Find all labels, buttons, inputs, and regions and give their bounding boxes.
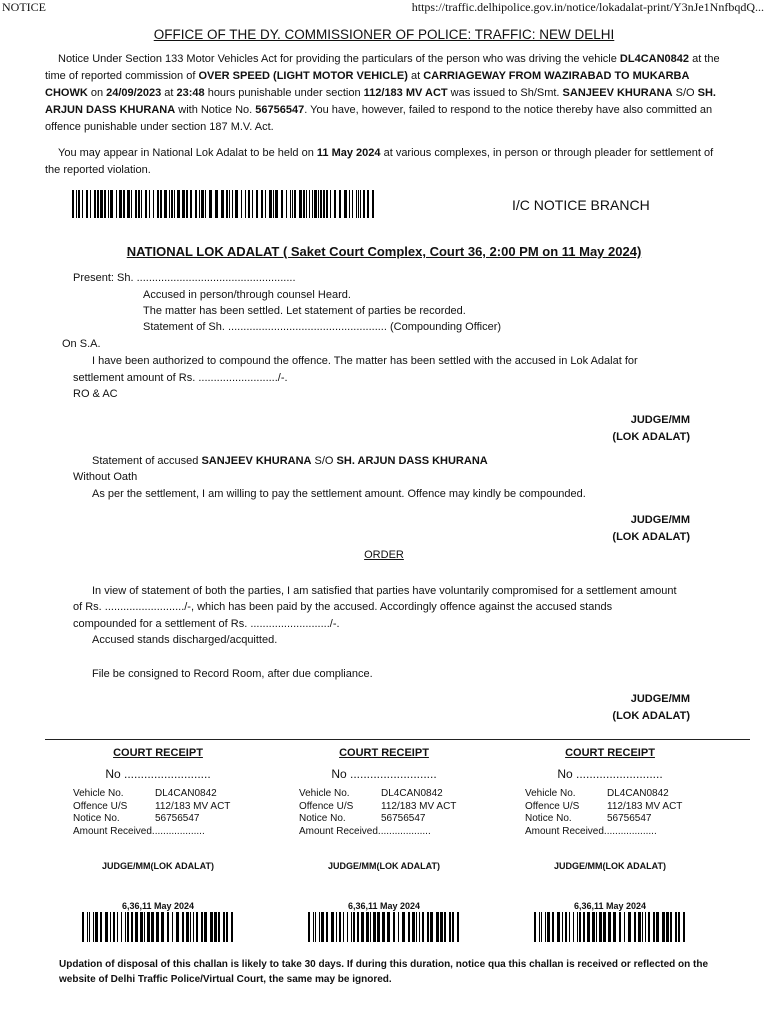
receipt-barcode [534, 912, 686, 942]
receipt-title: COURT RECEIPT [339, 747, 429, 759]
authorized-line-2: settlement amount of Rs. ........................../-. [73, 372, 288, 384]
order-line-4: Accused stands discharged/acquitted. [92, 634, 278, 646]
order-line-1: In view of statement of both the parties, I am satisfied that parties have voluntarily compromised for a settlement amount [92, 585, 677, 597]
offence-place: CARRIAGEWAY FROM WAZIRABAD TO MUKARBA CHOWK [45, 70, 690, 99]
present-line: Present: Sh. .................................................... [73, 272, 296, 284]
receipt-barcode [82, 912, 234, 942]
offence-time: 23:48 [176, 87, 205, 99]
receipt-date: 6,36,11 May 2024 [121, 901, 195, 911]
judge-signature-2: JUDGE/MM (LOK ADALAT) [612, 514, 690, 543]
receipt-number: No .......................... [105, 767, 211, 781]
offence-section: 112/183 MV ACT [363, 87, 448, 99]
settlement-line: As per the settlement, I am willing to pay the settlement amount. Offence may kindly be compounded. [92, 488, 586, 500]
receipt-number: No .......................... [331, 767, 437, 781]
lok-adalat-heading: NATIONAL LOK ADALAT ( Saket Court Complex, Court 36, 2:00 PM on 11 May 2024) [126, 244, 642, 259]
settled-line: The matter has been settled. Let statement of parties be recorded. [143, 305, 466, 317]
receipt-judge: JUDGE/MM(LOK ADALAT) [328, 861, 440, 871]
receipt-number: No .......................... [557, 767, 663, 781]
vehicle-number: DL4CAN0842 [619, 53, 690, 65]
branch-label: I/C NOTICE BRANCH [512, 197, 650, 213]
accused-statement-line: Statement of accused SANJEEV KHURANA S/O SH. ARJUN DASS KHURANA [92, 455, 488, 467]
notice-paragraph: Notice Under Section 133 Motor Vehicles Act for providing the particulars of the person who was driving the vehicle DL4CAN0842 at the time of reported commission of OVER SPEED (LIGHT MOTOR VEHICLE) at CARRIAGEWAY FROM WAZIRABAD TO MUKARBA CHOWK on 24/09/2023 at 23:48 hours punishable under section 112/183 MV ACT was issued to Sh/Smt. SANJEEV KHURANA S/O SH. ARJUN DASS KHURANA with Notice No. 56756547. You have, however, failed to respond to the notice thereby have also committed an offence punishable under section 187 M.V. Act. [45, 53, 720, 133]
receipt-details: Vehicle No. DL4CAN0842 Offence U/S 112/183 MV ACT Notice No. 56756547 Amount Received................... [299, 788, 457, 837]
court-receipt [45, 745, 271, 942]
offence-date: 24/09/2023 [106, 87, 162, 99]
receipt-barcode [308, 912, 460, 942]
print-header-label: NOTICE [2, 0, 46, 14]
lok-adalat-paragraph: You may appear in National Lok Adalat to be held on 11 May 2024 at various complexes, in person or through pleader for settlement of the reported violation. [45, 147, 714, 176]
receipt-date: 6,36,11 May 2024 [347, 901, 421, 911]
notice-number: 56756547 [255, 104, 305, 116]
court-receipt [497, 745, 723, 942]
authorized-line-1: I have been authorized to compound the offence. The matter has been settled with the accused in Lok Adalat for [92, 355, 638, 367]
judge-signature-3: JUDGE/MM (LOK ADALAT) [612, 693, 690, 722]
order-line-3: compounded for a settlement of Rs. ........................../-. [73, 618, 340, 630]
receipt-title: COURT RECEIPT [565, 747, 655, 759]
order-heading: ORDER [364, 549, 404, 561]
accused-heard-line: Accused in person/through counsel Heard. [143, 289, 351, 301]
receipt-details: Vehicle No. DL4CAN0842 Offence U/S 112/183 MV ACT Notice No. 56756547 Amount Received................... [525, 788, 683, 837]
office-title: OFFICE OF THE DY. COMMISSIONER OF POLICE: TRAFFIC: NEW DELHI [153, 27, 615, 42]
receipt-title: COURT RECEIPT [113, 747, 203, 759]
receipt-details: Vehicle No. DL4CAN0842 Offence U/S 112/183 MV ACT Notice No. 56756547 Amount Received................... [73, 788, 231, 837]
receipt-date: 6,36,11 May 2024 [573, 901, 647, 911]
without-oath-line: Without Oath [73, 471, 138, 483]
ro-ac-line: RO & AC [73, 388, 118, 400]
print-header-url: https://traffic.delhipolice.gov.in/notice/lokadalat-print/Y3nJe1NnfbqdQ... [411, 0, 764, 14]
order-line-5: File be consigned to Record Room, after due compliance. [92, 668, 373, 680]
receipt-judge: JUDGE/MM(LOK ADALAT) [554, 861, 666, 871]
receipt-judge: JUDGE/MM(LOK ADALAT) [102, 861, 214, 871]
accused-father: SH. ARJUN DASS KHURANA [45, 87, 716, 116]
statement-sh-line: Statement of Sh. .................................................... (Compounding Officer) [143, 321, 502, 333]
lok-adalat-date: 11 May 2024 [316, 147, 381, 159]
accused-name: SANJEEV KHURANA [562, 87, 673, 99]
judge-signature-1: JUDGE/MM (LOK ADALAT) [612, 414, 690, 443]
offence-name: OVER SPEED (LIGHT MOTOR VEHICLE) [198, 70, 408, 82]
order-line-2: of Rs. ........................../-, which has been paid by the accused. Accordingly offence against the accused stands [73, 601, 613, 613]
on-sa-line: On S.A. [62, 338, 101, 350]
notice-barcode [72, 190, 374, 218]
section-divider [45, 739, 750, 740]
footer-disclaimer: Updation of disposal of this challan is likely to take 30 days. If during this duration, notice qua this challan is received or reflected on the website of Delhi Traffic Police/Virtual Court, the same may be ignored. [59, 959, 709, 985]
court-receipt [271, 745, 497, 942]
